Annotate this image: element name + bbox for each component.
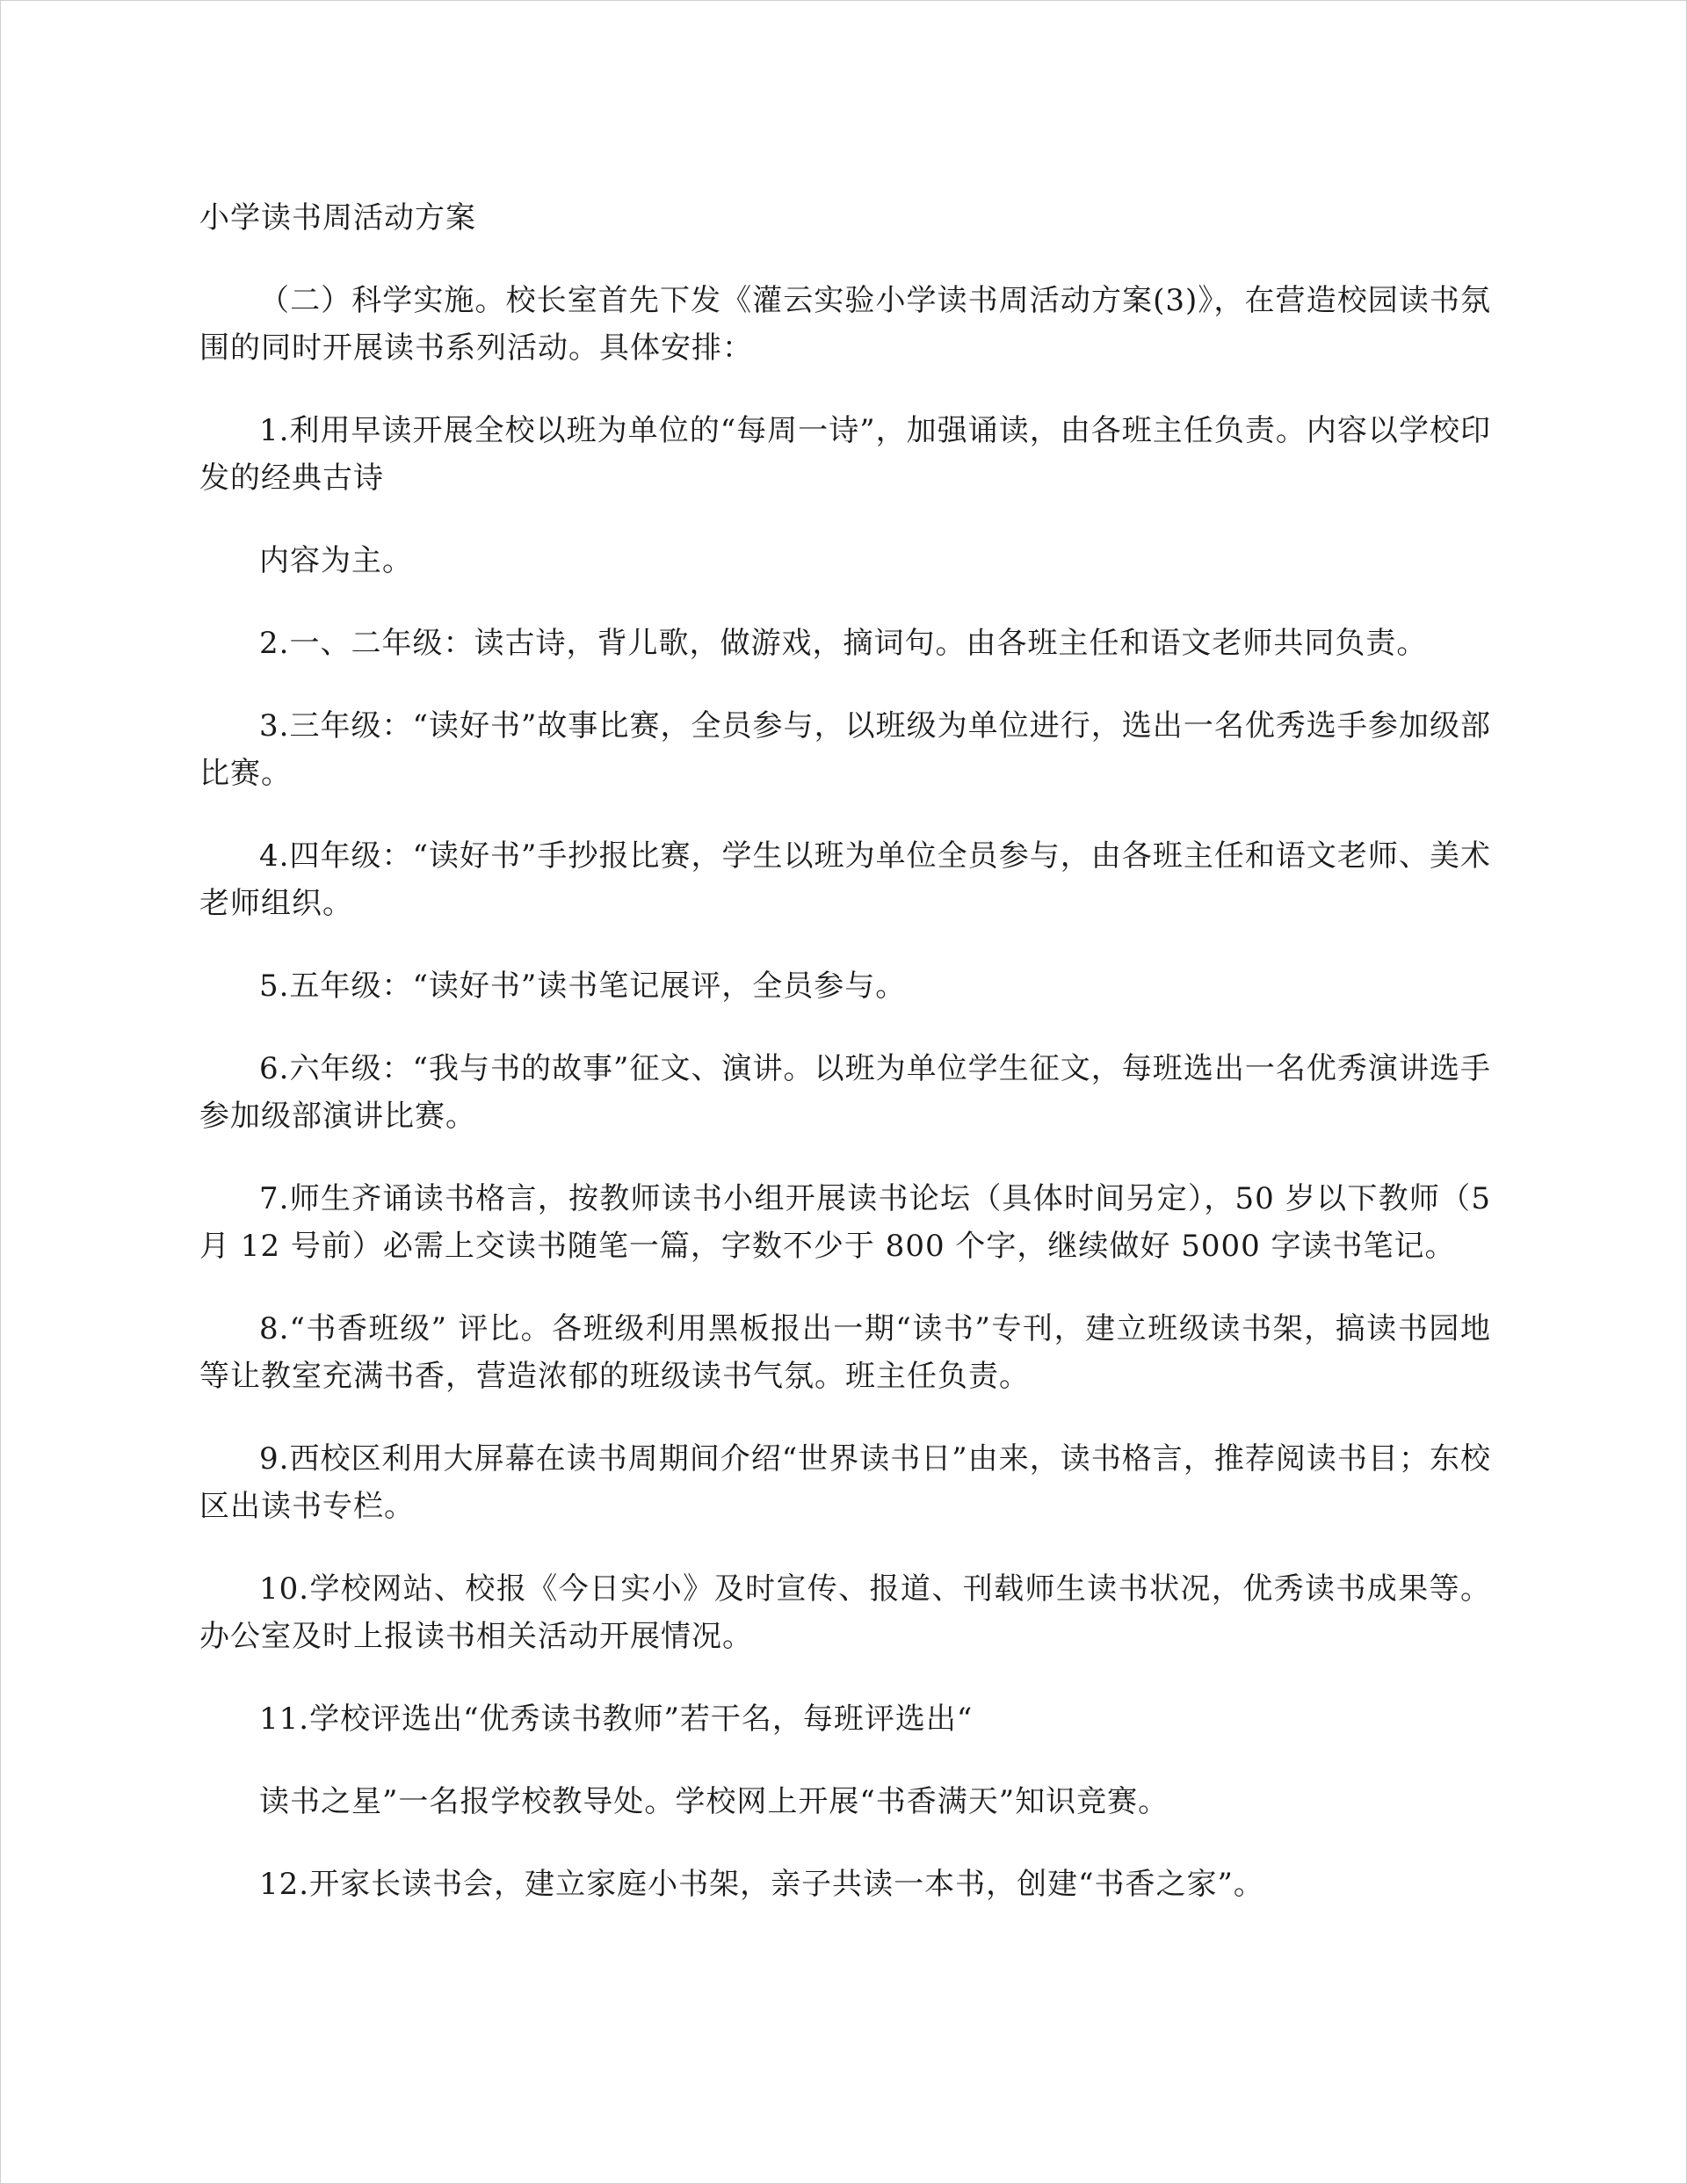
- paragraph-item-10: 10.学校网站、校报《今日实小》及时宣传、报道、刊载师生读书状况，优秀读书成果等。办公室及时上报读书相关活动开展情况。: [199, 1571, 1491, 1654]
- paragraph-item-5: 5.五年级：“读好书”读书笔记展评，全员参与。: [259, 969, 907, 1004]
- paragraph-item-8: 8.“书香班级” 评比。各班级利用黑板报出一期“读书”专刊，建立班级读书架，搞读书园地等让教室充满书香，营造浓郁的班级读书气氛。班主任负责。: [199, 1311, 1491, 1394]
- paragraph-item-6: 6.六年级：“我与书的故事”征文、演讲。以班为单位学生征文，每班选出一名优秀演讲选手参加级部演讲比赛。: [199, 1051, 1491, 1134]
- paragraph-item-3: 3.三年级：“读好书”故事比赛，全员参与，以班级为单位进行，选出一名优秀选手参加级部比赛。: [199, 708, 1491, 791]
- paragraph-item-11-continued: 读书之星”一名报学校教导处。学校网上开展“书香满天”知识竞赛。: [259, 1784, 1169, 1819]
- paragraph-item-4: 4.四年级：“读好书”手抄报比赛，学生以班为单位全员参与，由各班主任和语文老师、美术老师组织。: [199, 838, 1491, 921]
- document-title: 小学读书周活动方案: [199, 200, 476, 236]
- paragraph-item-1: 1.利用早读开展全校以班为单位的“每周一诗”，加强诵读，由各班主任负责。内容以学校印发的经典古诗: [199, 413, 1491, 496]
- document-body: [199, 194, 1491, 1943]
- paragraph-item-1-continued: 内容为主。: [259, 543, 413, 578]
- paragraph-item-7: 7.师生齐诵读书格言，按教师读书小组开展读书论坛（具体时间另定），50 岁以下教师（5 月 12 号前）必需上交读书随笔一篇，字数不少于 800 个字，继续做好 5000 字读书笔记。: [199, 1181, 1491, 1264]
- paragraph-item-2: 2.一、二年级：读古诗，背儿歌，做游戏，摘词句。由各班主任和语文老师共同负责。: [259, 626, 1428, 661]
- paragraph-item-12: 12.开家长读书会，建立家庭小书架，亲子共读一本书，创建“书香之家”。: [259, 1867, 1264, 1902]
- paragraph-intro: （二）科学实施。校长室首先下发《灌云实验小学读书周活动方案(3)》，在营造校园读书氛围的同时开展读书系列活动。具体安排：: [199, 283, 1491, 366]
- paragraph-item-9: 9.西校区利用大屏幕在读书周期间介绍“世界读书日”由来，读书格言，推荐阅读书目；东校区出读书专栏。: [199, 1441, 1491, 1524]
- paragraph-item-11: 11.学校评选出“优秀读书教师”若干名，每班评选出“: [259, 1701, 974, 1737]
